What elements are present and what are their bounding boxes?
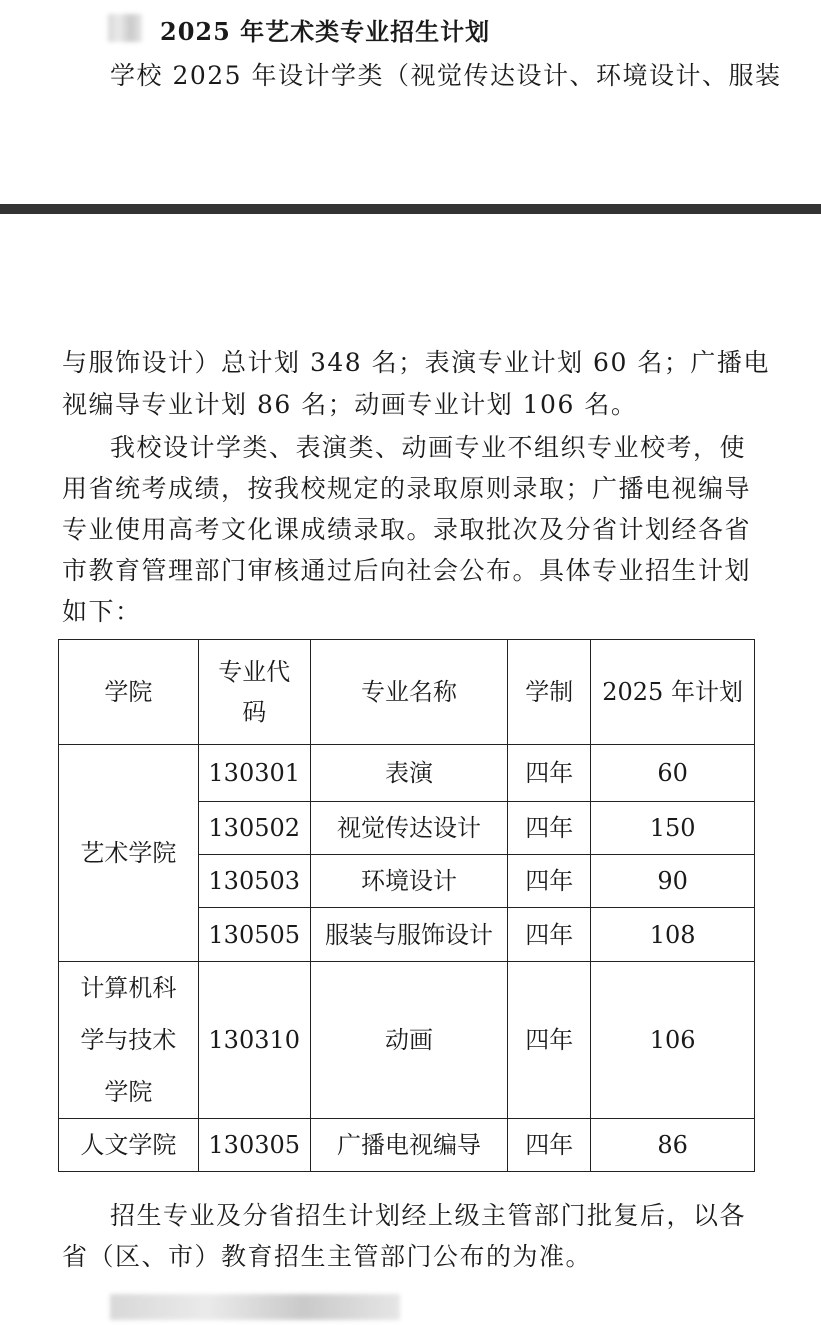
cell-code: 130305 [198, 1119, 310, 1172]
college-cs-line-2: 学与技术 [80, 1026, 177, 1054]
para2-line-4: 市教育管理部门审核通过后向社会公布。具体专业招生计划 [62, 556, 752, 585]
cell-major-name: 环境设计 [310, 855, 508, 908]
college-art: 艺术学院 [59, 745, 199, 962]
cell-plan: 108 [591, 908, 755, 962]
table-row [59, 962, 755, 1119]
intro-line-1: 学校 2025 年设计学类（视觉传达设计、环境设计、服装 [110, 61, 782, 90]
college-cs-line-3: 学院 [104, 1078, 153, 1106]
college-computer-science [59, 962, 199, 1119]
cell-duration: 四年 [508, 908, 591, 962]
cell-code: 130503 [198, 855, 310, 908]
cell-plan: 106 [591, 962, 755, 1119]
intro-line-3: 视编导专业计划 86 名；动画专业计划 106 名。 [62, 390, 638, 419]
para2-line-3: 专业使用高考文化课成绩录取。录取批次及分省计划经各省 [62, 515, 752, 544]
cell-code: 130301 [198, 745, 310, 802]
header-college: 学院 [59, 640, 199, 745]
cell-major-name: 表演 [310, 745, 508, 802]
para2-line-5: 如下： [62, 597, 142, 626]
page-separator [0, 204, 821, 214]
college-humanities: 人文学院 [59, 1119, 199, 1172]
page-title: 2025 年艺术类专业招生计划 [160, 17, 491, 46]
footer-line-1: 招生专业及分省招生计划经上级主管部门批复后，以各 [110, 1201, 747, 1230]
header-major-name: 专业名称 [310, 640, 508, 745]
cell-plan: 90 [591, 855, 755, 908]
table-row [59, 1119, 755, 1172]
header-code [198, 640, 310, 745]
header-code-line-2: 码 [242, 698, 267, 726]
table-row [59, 745, 755, 802]
cell-duration: 四年 [508, 962, 591, 1119]
cell-code: 130310 [198, 962, 310, 1119]
blurred-logo [108, 14, 142, 42]
para2-line-1: 我校设计学类、表演类、动画专业不组织专业校考，使 [110, 433, 747, 462]
cell-code: 130505 [198, 908, 310, 962]
table-header-row [59, 640, 755, 745]
cell-major-name: 服装与服饰设计 [310, 908, 508, 962]
cell-plan: 60 [591, 745, 755, 802]
cell-major-name: 广播电视编导 [310, 1119, 508, 1172]
cell-plan: 150 [591, 802, 755, 855]
footer-line-2: 省（区、市）教育招生主管部门公布的为准。 [62, 1242, 593, 1271]
blurred-signature [110, 1294, 400, 1320]
header-code-line-1: 专业代 [218, 658, 291, 686]
cell-major-name: 动画 [310, 962, 508, 1119]
cell-plan: 86 [591, 1119, 755, 1172]
enrollment-plan-table [58, 639, 755, 1172]
para2-line-2: 用省统考成绩，按我校规定的录取原则录取；广播电视编导 [62, 474, 752, 503]
cell-duration: 四年 [508, 802, 591, 855]
cell-code: 130502 [198, 802, 310, 855]
cell-duration: 四年 [508, 745, 591, 802]
header-duration: 学制 [508, 640, 591, 745]
intro-line-2: 与服饰设计）总计划 348 名；表演专业计划 60 名；广播电 [62, 348, 770, 377]
cell-duration: 四年 [508, 855, 591, 908]
college-cs-line-1: 计算机科 [80, 974, 177, 1002]
cell-major-name: 视觉传达设计 [310, 802, 508, 855]
cell-duration: 四年 [508, 1119, 591, 1172]
header-plan: 2025 年计划 [591, 640, 755, 745]
